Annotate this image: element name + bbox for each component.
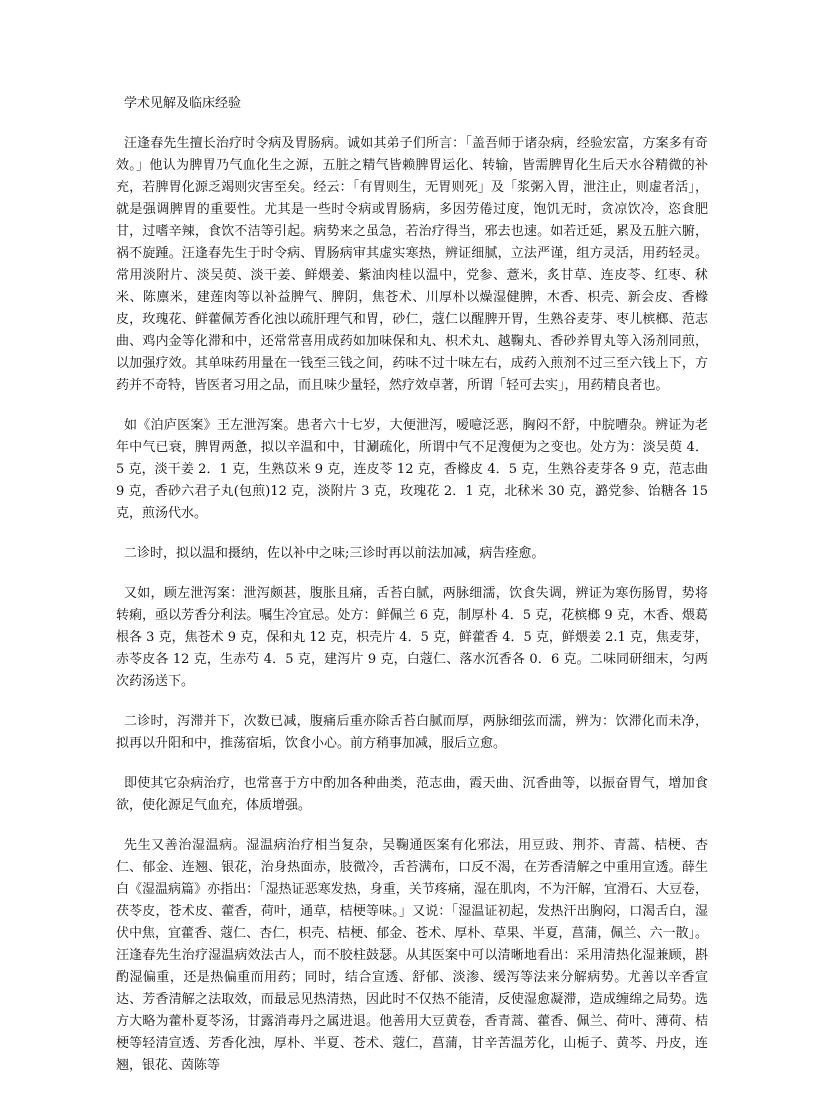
paragraph-qu-usage: 即使其它杂病治疗，也常喜于方中酌加各种曲类，范志曲，霞天曲、沉香曲等，以振奋胃气，增加食欲，使化源足气血充，体质增强。 [116, 776, 708, 813]
paragraph-case-wang: 如《泊庐医案》王左泄泻案。患者六十七岁，大便泄泻，嗳噫泛恶，胸闷不舒，中脘嘈杂。辨证为老年中气已衰，脾胃两惫，拟以辛温和中，甘涮疏化，所谓中气不足溲便为之变也。处方为：淡吴萸 4．5 克，淡干姜 2．1 克，生熟苡米 9 克，连皮苓 12 克，香橼皮 4．5 克，生熟谷麦芽各 9 克，范志曲 9 克，香砂六君子丸(包煎)12 克，淡附片 3 克，玫瑰花 2．1 克，北秫米 30 克，潞党参、饴糖各 15 克，煎汤代水。 [116, 418, 708, 521]
paragraph-damp-heat: 先生又善治湿温病。湿温病治疗相当复杂，吴鞠通医案有化邪法，用豆豉、荆芥、青蒿、桔梗、杏仁、郁金、连翘、银花，治身热面赤，肢微冷，舌苔满布，口反不渴，在芳香清解之中重用宣透。薛生白《湿温病篇》亦指出：「湿热证恶寒发热，身重，关节疼痛，湿在肌肉，不为汗解，宜滑石、大豆卷，茯苓皮，苍术皮、藿香，荷叶，通草，桔梗等味。」又说：「湿温证初起，发热汗出胸闷，口渴舌白，湿伏中焦，宜藿香、蔻仁、杏仁，枳壳、桔梗、郁金、苍术、厚朴、草果、半夏，菖蒲，佩兰、六一散」。汪逢春先生治疗湿温病效法古人，而不胶柱鼓瑟。从其医案中可以清晰地看出：采用清热化湿兼顾，斟酌湿偏重，还是热偏重而用药；同时，结合宣透、舒郁、淡渗、缓泻等法来分解病势。尤善以辛香宣达、芳香清解之法取效，而最忌见热清热，因此时不仅热不能清，反使湿愈凝滞，造成缠绵之局势。选方大略为藿朴夏苓汤，甘露消毒丹之属进退。他善用大豆黄卷，香青蒿、藿香、佩兰、荷叶、薄荷、桔梗等轻清宣透、芳香化浊，厚朴、半夏、苍术、蔻仁，菖蒲，甘辛苦温芳化，山栀子、黄芩、丹皮，连翘，银花、茵陈等 [116, 838, 708, 1073]
paragraph-intro: 汪逢春先生擅长治疗时令病及胃肠病。诚如其弟子们所言：「盖吾师于诸杂病，经验宏富，方案多有奇效。」他认为脾胃乃气血化生之源，五脏之精气皆赖脾胃运化、转输，皆需脾胃化生后天水谷精微的补充，若脾胃化源乏竭则灾害至矣。经云：「有胃则生，无胃则死」及「浆粥入胃，泄注止，则虚者活」，就是强调脾胃的重要性。尤其是一些时令病或胃肠病，多因劳倦过度，饱饥无时，贪凉饮冷，恣食肥甘，过嗜辛辣，食饮不洁等引起。病势来之虽急，若治疗得当，邪去也速。如若迁延，累及五脏六腑，祸不旋踵。汪逢春先生于时令病、胃肠病审其虚实寒热，辨证细腻，立法严谨，组方灵活，用药轻灵。常用淡附片、淡吴萸、淡干姜、鲜煨姜、紫油肉桂以温中，党参、薏米，炙甘草、连皮苓、红枣、秫米、陈廪米，建莲肉等以补益脾气、脾阴，焦苍术、川厚朴以燥湿健脾，木香、枳壳、新会皮、香橼皮，玫瑰花、鲜藿佩芳香化浊以疏肝理气和胃，砂仁，蔻仁以醒脾开胃，生熟谷麦芽、枣儿槟榔、范志曲、鸡内金等化滞和中，还常常喜用成药如加味保和丸、枳术丸、越鞠丸、香砂养胃丸等入汤剂同煎，以加强疗效。其单味药用量在一钱至三钱之间，药味不过十味左右，成药入煎剂不过三至六钱上下，方药并不奇特，皆医者习用之品，而且味少量轻，然疗效卓著，所谓「轻可去实」，用药精良者也。 [116, 136, 708, 393]
paragraph-followup-gu: 二诊时，泻滞并下，次数已减，腹痛后重亦除舌苔白腻而厚，两脉细弦而濡，辨为：饮滞化而未净，拟再以升阳和中，推荡宿垢，饮食小心。前方稍事加减，服后立愈。 [116, 714, 708, 751]
paragraph-followup-wang: 二诊时，拟以温和摄纳，佐以补中之味;三诊时再以前法加减，病告痊愈。 [124, 546, 545, 561]
section-heading: 学术见解及临床经验 [124, 96, 242, 111]
document-page [116, 93, 708, 1095]
paragraph-case-gu: 又如，顾左泄泻案：泄泻颇甚，腹胀且痛，舌苔白腻，两脉细濡，饮食失调，辨证为寒伤肠胃，势将转痢，亟以芳香分利法。嘱生冷宜忌。处方：鲜佩兰 6 克，制厚朴 4．5 克，花槟榔 9 克，木香、煨葛根各 3 克，焦苍术 9 克，保和丸 12 克，枳壳片 4．5 克，鲜藿香 4．5 克，鲜煨姜 2.1 克，焦麦芽，赤苓皮各 12 克，生赤芍 4．5 克，建泻片 9 克，白蔻仁、落水沉香各 0．6 克。二味同研细末，匀两次药汤送下。 [116, 586, 708, 689]
